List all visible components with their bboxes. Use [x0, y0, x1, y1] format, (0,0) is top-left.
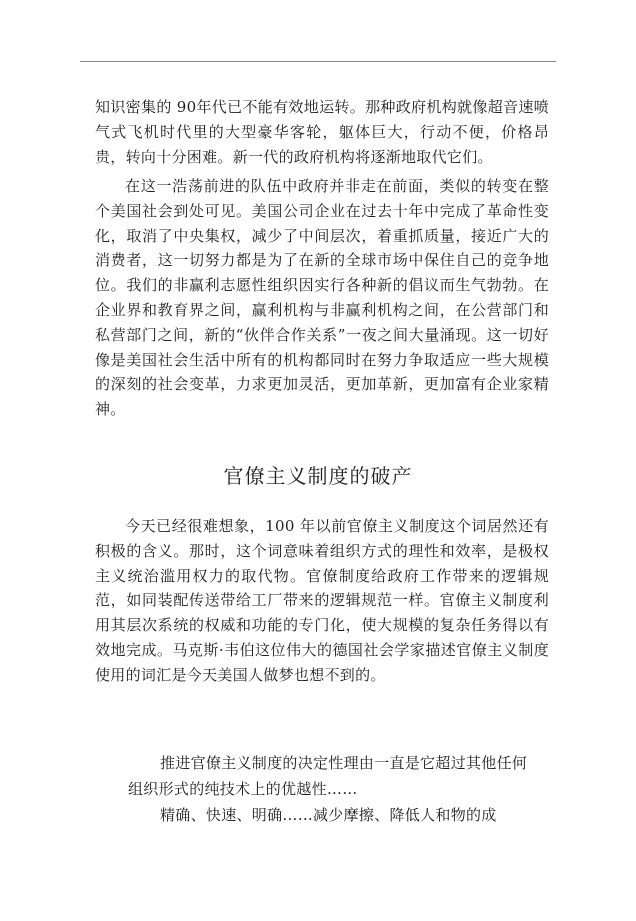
block-quote-line: 推进官僚主义制度的决定性理由一直是它超过其他任何组织形式的纯技术上的优越性…… [128, 754, 528, 798]
paragraph-continued: 知识密集的 90年代已不能有效地运转。那种政府机构就像超音速喷气式飞机时代里的大型豪华客轮，躯体巨大，行动不便，价格昂贵，转向十分困难。新一代的政府机构将逐渐地取代它们。 [95, 98, 549, 166]
paragraph-section-intro: 今天已经很难想象，100 年以前官僚主义制度这个词居然还有积极的含义。那时，这个词意味着组织方式的理性和效率，是极权主义统治滥用权力的取代物。官僚制度给政府工作带来的逻辑规范，如同装配传送带给工厂带来的逻辑规范一样。官僚主义制度利用其层次系统的权威和功能的专门化，使大规模的复杂任务得以有效地完成。马克斯·韦伯这位伟大的德国社会学家描述官僚主义制度使用的词汇是今天美国人做梦也想不到的。 [95, 517, 549, 684]
header-rule [80, 61, 556, 62]
paragraph-body: 在这一浩荡前进的队伍中政府并非走在前面，类似的转变在整个美国社会到处可见。美国公司企业在过去十年中完成了革命性变化，取消了中央集权，减少了中间层次，着重抓质量，接近广大的消费者，这一切努力都是为了在新的全球市场中保住自己的竞争地位。我们的非赢利志愿性组织因实行各种新的倡议而生气勃勃。在企业界和教育界之间，赢利机构与非赢利机构之间，在公营部门和私营部门之间，新的“伙伴合作关系”一夜之间大量涌现。这一切好像是美国社会生活中所有的机构都同时在努力争取适应一些大规模的深刻的社会变革，力求更加灵活，更加革新，更加富有企业家精神。 [95, 177, 549, 419]
section-heading: 官僚主义制度的破产 [223, 464, 413, 488]
block-quote-line: 精确、快速、明确……减少摩擦、降低人和物的成 [160, 806, 497, 824]
